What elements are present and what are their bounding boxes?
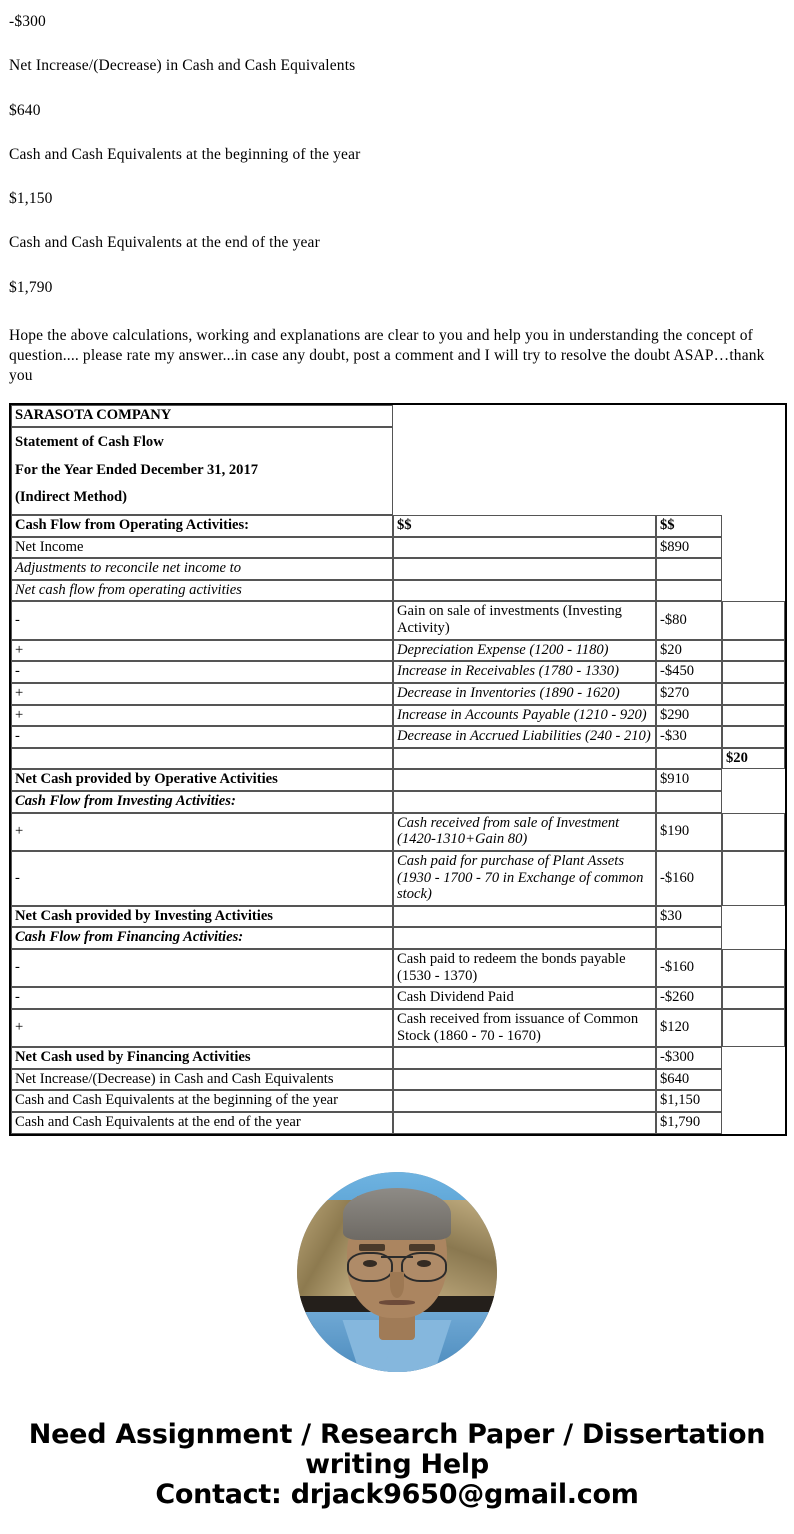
sign-cell: Net Cash used by Financing Activities: [11, 1047, 393, 1069]
cash-flow-table-body: [11, 405, 785, 1133]
intro-line: Cash and Cash Equivalents at the beginning of the year: [9, 145, 361, 163]
sign-cell: Cash Flow from Financing Activities:: [11, 927, 393, 949]
desc-cell: [393, 537, 656, 559]
intro-line: Cash and Cash Equivalents at the end of the year: [9, 234, 320, 252]
empty-cell: [722, 927, 785, 949]
empty-cell: [722, 1090, 785, 1112]
table-row: [11, 537, 785, 559]
sign-cell: -: [11, 851, 393, 906]
avatar-eyebrow-left: [359, 1244, 385, 1251]
desc-cell: [393, 1047, 656, 1069]
intro-line: $1,790: [9, 278, 53, 296]
desc-cell: [393, 769, 656, 791]
desc-cell: Increase in Accounts Payable (1210 - 920): [393, 705, 656, 727]
empty-cell: [722, 1047, 785, 1069]
sign-cell: Cash Flow from Investing Activities:: [11, 791, 393, 813]
promo-line-2: Contact: drjack9650@gmail.com: [155, 1479, 639, 1511]
desc-cell: Cash received from sale of Investment (1420-1310+Gain 80): [393, 813, 656, 851]
total-cell: [722, 683, 785, 705]
sign-cell: Net Cash provided by Investing Activities: [11, 906, 393, 928]
total-cell: $20: [722, 748, 785, 770]
intro-text-block: [0, 0, 794, 391]
table-row: [11, 705, 785, 727]
amount-cell: $190: [656, 813, 722, 851]
avatar-hair: [343, 1188, 451, 1240]
sign-cell: -: [11, 661, 393, 683]
amount-cell: [656, 791, 722, 813]
closing-paragraph: Hope the above calculations, working and explanations are clear to you and help you in understanding the concept of question.... please rate my answer...in case any doubt, post a comment and I will try to resolve the doubt ASAP…thank you: [9, 326, 765, 384]
promo-line-1: Need Assignment / Research Paper / Dissertation writing Help: [28, 1418, 766, 1480]
sign-cell: -: [11, 987, 393, 1009]
table-row-title: [11, 427, 785, 515]
amount-cell: $20: [656, 640, 722, 662]
sign-cell: +: [11, 683, 393, 705]
amount-cell: $$: [656, 515, 722, 537]
sign-cell: Net Cash provided by Operative Activities: [11, 769, 393, 791]
sign-cell: -: [11, 601, 393, 639]
empty-cell: [722, 906, 785, 928]
sign-cell: Net Increase/(Decrease) in Cash and Cash Equivalents: [11, 1069, 393, 1091]
table-row: [11, 515, 785, 537]
statement-title-line-2: For the Year Ended December 31, 2017: [15, 461, 259, 478]
amount-cell: [656, 927, 722, 949]
table-row: [11, 640, 785, 662]
table-row: [11, 558, 785, 580]
table-row: [11, 769, 785, 791]
desc-cell: [393, 1090, 656, 1112]
total-cell: [722, 987, 785, 1009]
desc-cell: [393, 791, 656, 813]
amount-cell: [656, 748, 722, 770]
empty-cell: [722, 558, 785, 580]
empty-cell: [722, 791, 785, 813]
empty-cell: [393, 405, 785, 427]
table-row: [11, 987, 785, 1009]
amount-cell: $640: [656, 1069, 722, 1091]
table-row: [11, 1069, 785, 1091]
desc-cell: [393, 1112, 656, 1134]
amount-cell: $30: [656, 906, 722, 928]
table-row: [11, 1009, 785, 1047]
amount-cell: -$300: [656, 1047, 722, 1069]
avatar-nose: [390, 1272, 404, 1298]
sign-cell: +: [11, 705, 393, 727]
table-row: [11, 748, 785, 770]
avatar: [297, 1172, 497, 1372]
amount-cell: $1,790: [656, 1112, 722, 1134]
desc-cell: [393, 906, 656, 928]
desc-cell: Cash received from issuance of Common Stock (1860 - 70 - 1670): [393, 1009, 656, 1047]
intro-line: $640: [9, 101, 41, 119]
table-row: [11, 1112, 785, 1134]
desc-cell: $$: [393, 515, 656, 537]
desc-cell: Depreciation Expense (1200 - 1180): [393, 640, 656, 662]
sign-cell: Net cash flow from operating activities: [11, 580, 393, 602]
table-row: [11, 1047, 785, 1069]
total-cell: [722, 1009, 785, 1047]
empty-cell: [722, 515, 785, 537]
avatar-glasses-bridge: [381, 1256, 413, 1259]
table-row: [11, 601, 785, 639]
table-row: [11, 726, 785, 748]
desc-cell: [393, 1069, 656, 1091]
total-cell: [722, 813, 785, 851]
empty-cell: [722, 1069, 785, 1091]
table-row: [11, 949, 785, 987]
sign-cell: -: [11, 949, 393, 987]
table-row: [11, 927, 785, 949]
total-cell: [722, 705, 785, 727]
desc-cell: Cash Dividend Paid: [393, 987, 656, 1009]
avatar-container: [0, 1136, 794, 1378]
desc-cell: [393, 558, 656, 580]
total-cell: [722, 661, 785, 683]
table-row: [11, 851, 785, 906]
table-row: [11, 661, 785, 683]
desc-cell: Increase in Receivables (1780 - 1330): [393, 661, 656, 683]
intro-line: Net Increase/(Decrease) in Cash and Cash Equivalents: [9, 57, 356, 75]
company-name-cell: SARASOTA COMPANY: [11, 405, 393, 427]
statement-title-line-1: Statement of Cash Flow: [15, 434, 164, 451]
amount-cell: -$80: [656, 601, 722, 639]
total-cell: [722, 851, 785, 906]
amount-cell: -$450: [656, 661, 722, 683]
avatar-eyebrow-right: [409, 1244, 435, 1251]
amount-cell: $1,150: [656, 1090, 722, 1112]
amount-cell: -$160: [656, 949, 722, 987]
desc-cell: [393, 927, 656, 949]
sign-cell: +: [11, 640, 393, 662]
desc-cell: Decrease in Accrued Liabilities (240 - 210): [393, 726, 656, 748]
desc-cell: Cash paid to redeem the bonds payable (1530 - 1370): [393, 949, 656, 987]
amount-cell: -$30: [656, 726, 722, 748]
sign-cell: Cash and Cash Equivalents at the beginning of the year: [11, 1090, 393, 1112]
desc-cell: Gain on sale of investments (Investing Activity): [393, 601, 656, 639]
promo-text: [0, 1378, 794, 1534]
empty-cell: [722, 1112, 785, 1134]
sign-cell: Adjustments to reconcile net income to: [11, 558, 393, 580]
sign-cell: +: [11, 1009, 393, 1047]
amount-cell: [656, 558, 722, 580]
total-cell: [722, 949, 785, 987]
statement-title-cell: [11, 427, 393, 515]
sign-cell: Cash Flow from Operating Activities:: [11, 515, 393, 537]
avatar-mouth: [379, 1300, 415, 1305]
empty-cell: [722, 580, 785, 602]
cash-flow-statement: [0, 391, 794, 1135]
table-row: [11, 791, 785, 813]
sign-cell: [11, 748, 393, 770]
desc-cell: [393, 748, 656, 770]
cash-flow-table: [9, 403, 787, 1135]
table-row: [11, 813, 785, 851]
empty-cell: [393, 427, 785, 515]
amount-cell: $270: [656, 683, 722, 705]
table-row: [11, 683, 785, 705]
amount-cell: $120: [656, 1009, 722, 1047]
empty-cell: [722, 537, 785, 559]
amount-cell: -$160: [656, 851, 722, 906]
intro-line: -$300: [9, 13, 46, 30]
table-row: [11, 906, 785, 928]
table-row: [11, 1090, 785, 1112]
amount-cell: [656, 580, 722, 602]
sign-cell: Net Income: [11, 537, 393, 559]
total-cell: [722, 601, 785, 639]
amount-cell: -$260: [656, 987, 722, 1009]
intro-line: $1,150: [9, 190, 53, 208]
amount-cell: $910: [656, 769, 722, 791]
total-cell: [722, 640, 785, 662]
total-cell: [722, 726, 785, 748]
amount-cell: $890: [656, 537, 722, 559]
sign-cell: -: [11, 726, 393, 748]
desc-cell: Cash paid for purchase of Plant Assets (1930 - 1700 - 70 in Exchange of common stock): [393, 851, 656, 906]
sign-cell: Cash and Cash Equivalents at the end of the year: [11, 1112, 393, 1134]
table-row: [11, 580, 785, 602]
sign-cell: +: [11, 813, 393, 851]
amount-cell: $290: [656, 705, 722, 727]
desc-cell: [393, 580, 656, 602]
desc-cell: Decrease in Inventories (1890 - 1620): [393, 683, 656, 705]
empty-cell: [722, 769, 785, 791]
statement-title-line-3: (Indirect Method): [15, 489, 128, 506]
table-row-company: [11, 405, 785, 427]
